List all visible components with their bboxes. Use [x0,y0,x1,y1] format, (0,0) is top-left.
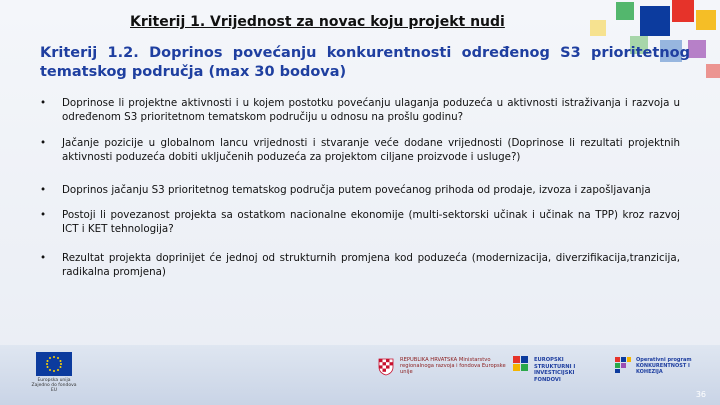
list-item [40,96,680,136]
list-item [40,183,680,208]
bullet-icon: • [40,137,47,149]
ministry-logo-text: REPUBLIKA HRVATSKA Ministarstvo regionalnoga razvoja i fondova Europske unije [400,357,506,375]
operational-programme-icon [614,356,632,374]
bullet-text: Doprinose li projektne aktivnosti i u kojem postotku povećanju ulaganja poduzeća u aktivnosti istraživanja i razvoja u određenom S3 prioritetnom tematskom područiju u odnosu na prošlu godinu? [62,97,680,123]
list-item [40,251,680,279]
list-item [40,208,680,251]
bullet-icon: • [40,184,47,196]
croatian-coat-of-arms-icon [378,356,394,376]
bullet-icon: • [40,97,47,109]
bullet-text: Jačanje pozicije u globalnom lancu vrijednosti i stvaranje veće dodane vrijednosti (Doprinose li rezultati projektnih aktivnosti poduzeća dobiti uključenih poduzeća za projektom ciljane proizvode i usluge?) [62,137,680,163]
bullet-text: Doprinos jačanju S3 prioritetnog tematskog područja putem povećanog prihoda od prodaje, izvoza i zapošljavanja [62,184,651,196]
list-item [40,136,680,183]
bullet-icon: • [40,252,47,264]
eu-caption: Europska unija Zajedno do fondova EU [31,378,77,393]
eu-flag-icon [36,352,72,376]
subtitle-line-1: Kriterij 1.2. Doprinos povećanju konkurentnosti određenog S3 prioritetnog [40,45,690,61]
bullet-list [40,96,680,279]
operational-programme-text: Operativni program KONKURENTNOST I KOHEZIJA [636,357,692,375]
bullet-text: Postoji li povezanost projekta sa ostatkom nacionalne ekonomije (multi-sektorski učinak i učinak na TPP) kroz razvoj ICT i KET tehnologija? [62,209,680,235]
bullet-text: Rezultat projekta doprinijet će jednoj od strukturnih promjena kod poduzeća (modernizacija, diverzifikacija,tranzicija, radikalna promjena) [62,252,680,278]
esi-funds-text: EUROPSKI STRUKTURNI I INVESTICIJSKI FONDOVI [534,357,576,383]
page-number: 36 [695,390,706,399]
footer-band [0,345,720,405]
subtitle-line-2: tematskog područja (max 30 bodova) [40,64,347,80]
bullet-icon: • [40,209,47,221]
slide-title: Kriterij 1. Vrijednost za novac koju projekt nudi [130,14,505,30]
esi-funds-icon [512,355,530,373]
slide-subtitle [40,44,690,82]
